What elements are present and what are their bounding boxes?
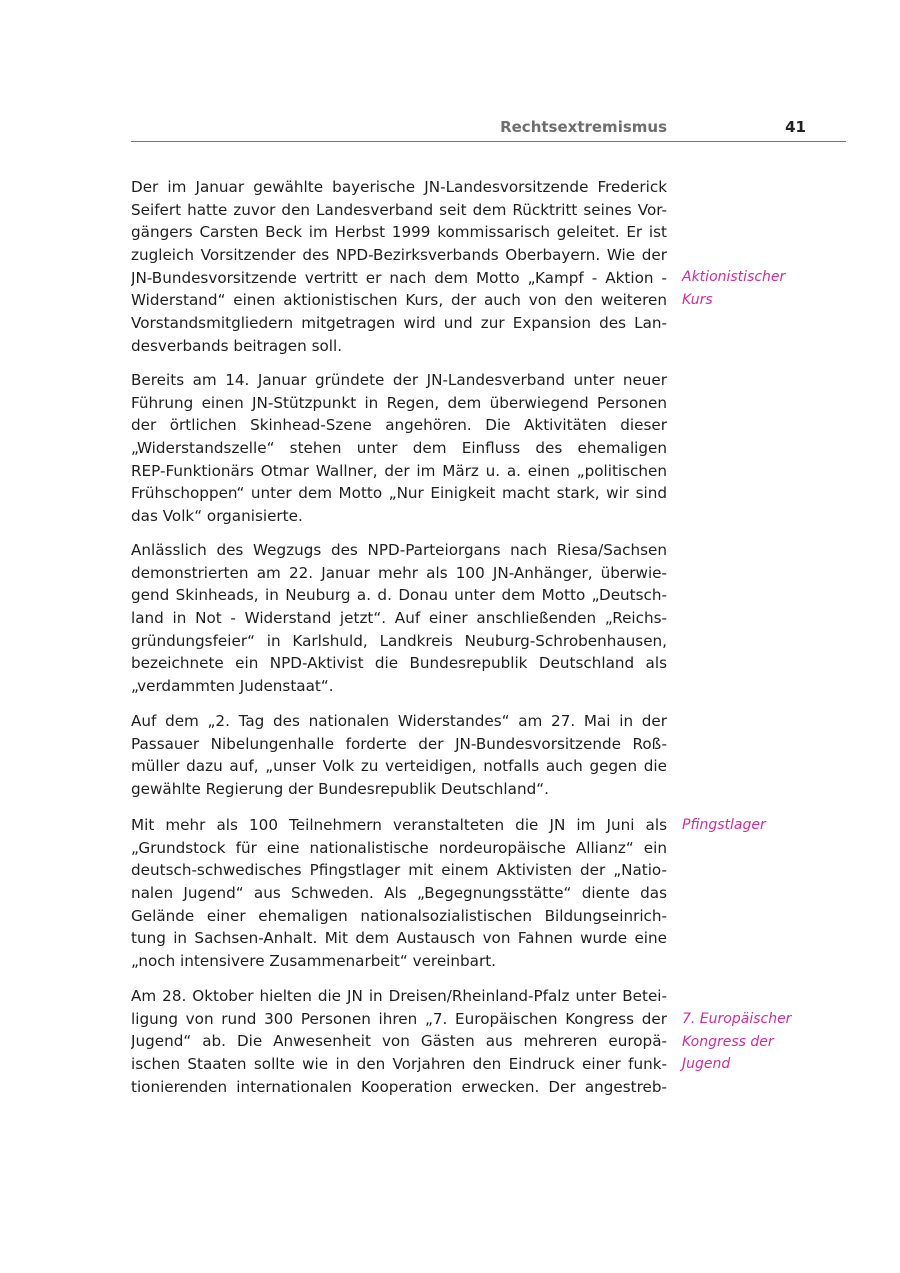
text-line: tung in Sachsen-Anhalt. Mit dem Austausch von Fahnen wurde eine	[131, 929, 667, 948]
text-line: gängers Carsten Beck im Herbst 1999 kommissarisch geleitet. Er ist	[131, 223, 667, 242]
text-line: Auf dem „2. Tag des nationalen Widerstandes“ am 27. Mai in der	[131, 712, 667, 730]
text-line: Mit mehr als 100 Teilnehmern veranstalteten die JN im Juni als	[131, 816, 667, 834]
text-line: das Volk“ organisierte.	[131, 507, 303, 526]
text-line: ischen Staaten sollte wie in den Vorjahren den Eindruck einer funk-	[131, 1055, 667, 1074]
text-line: Der im Januar gewählte bayerische JN-Landesvorsitzende Frederick	[131, 178, 667, 196]
text-line: gründungsfeier“ in Karlshuld, Landkreis Neuburg-Schrobenhausen,	[131, 631, 667, 650]
text-line: „Widerstandszelle“ stehen unter dem Einfluss des ehemaligen	[131, 439, 667, 458]
text-line: deutsch-schwedisches Pfingstlager mit einem Aktivisten der „Natio-	[131, 861, 667, 880]
text-line: JN-Bundesvorsitzende vertritt er nach dem Motto „Kampf - Aktion -	[131, 268, 667, 287]
text-line: Bereits am 14. Januar gründete der JN-Landesverband unter neuer	[131, 371, 667, 389]
text-line: Führung einen JN-Stützpunkt in Regen, dem überwiegend Personen	[131, 393, 667, 412]
paragraph-tag-des-widerstandes	[131, 710, 667, 801]
paragraph-neuburg-demonstration	[131, 539, 667, 698]
text-line: Widerstand“ einen aktionistischen Kurs, der auch von den weiteren	[131, 291, 667, 310]
page-number: 41	[785, 118, 806, 136]
margin-note-line: 7. Europäischer	[682, 1011, 792, 1027]
text-line: zugleich Vorsitzender des NPD-Bezirksverbands Oberbayern. Wie der	[131, 246, 667, 265]
margin-note-line: Jugend	[682, 1056, 731, 1073]
text-line: Passauer Nibelungenhalle forderte der JN-Bundesvorsitzende Roß-	[131, 734, 667, 753]
margin-note-aktionistischer-kurs	[682, 266, 842, 311]
text-line: Gelände einer ehemaligen nationalsozialistischen Bildungseinrich-	[131, 906, 667, 925]
margin-note-pfingstlager	[682, 814, 842, 837]
text-line: tionierenden internationalen Kooperation erwecken. Der angestreb-	[131, 1077, 667, 1096]
margin-note-europaeischer-kongress	[682, 1008, 842, 1076]
text-line: Am 28. Oktober hielten die JN in Dreisen/Rheinland-Pfalz unter Betei-	[131, 987, 667, 1005]
text-line: Seifert hatte zuvor den Landesverband seit dem Rücktritt seines Vor-	[131, 200, 667, 219]
text-line: der örtlichen Skinhead-Szene angehören. Die Aktivitäten dieser	[131, 416, 667, 435]
text-line: Anlässlich des Wegzugs des NPD-Parteiorgans nach Riesa/Sachsen	[131, 541, 667, 559]
text-line: gend Skinheads, in Neuburg a. d. Donau unter dem Motto „Deutsch-	[131, 586, 667, 605]
margin-note-line: Kurs	[682, 291, 713, 308]
text-line: bezeichnete ein NPD-Aktivist die Bundesrepublik Deutschland als	[131, 654, 667, 673]
text-line: Vorstandsmitgliedern mitgetragen wird und zur Expansion des Lan-	[131, 314, 667, 333]
text-line: land in Not - Widerstand jetzt“. Auf einer anschließenden „Reichs-	[131, 609, 667, 628]
running-title: Rechtsextremismus	[500, 118, 667, 136]
text-line: „verdammten Judenstaat“.	[131, 677, 334, 696]
text-line: demonstrierten am 22. Januar mehr als 100 JN-Anhänger, überwie-	[131, 563, 667, 582]
text-line: gewählte Regierung der Bundesrepublik Deutschland“.	[131, 780, 549, 799]
page-header	[131, 114, 846, 142]
text-line: „noch intensivere Zusammenarbeit“ vereinbart.	[131, 952, 496, 971]
text-line: Frühschoppen“ unter dem Motto „Nur Einigkeit macht stark, wir sind	[131, 484, 667, 503]
text-line: „Grundstock für eine nationalistische nordeuropäische Allianz“ ein	[131, 838, 667, 857]
text-line: Jugend“ ab. Die Anwesenheit von Gästen aus mehreren europä-	[131, 1032, 667, 1051]
margin-note-line: Kongress der	[682, 1033, 774, 1050]
margin-note-line: Aktionistischer	[682, 269, 786, 285]
paragraph-stuetzpunkt-regen	[131, 369, 667, 528]
text-line: REP-Funktionärs Otmar Wallner, der im März u. a. einen „politischen	[131, 461, 667, 480]
text-line: desverbands beitragen soll.	[131, 336, 343, 355]
margin-note-line: Pfingstlager	[682, 817, 766, 833]
text-line: müller dazu auf, „unser Volk zu verteidigen, notfalls auch gegen die	[131, 757, 667, 776]
text-line: nalen Jugend“ aus Schweden. Als „Begegnungsstätte“ diente das	[131, 884, 667, 903]
paragraph-jn-landesvorsitzender	[131, 176, 667, 358]
paragraph-pfingstlager	[131, 814, 667, 973]
text-line: ligung von rund 300 Personen ihren „7. Europäischen Kongress der	[131, 1009, 667, 1028]
paragraph-europaeischer-kongress	[131, 985, 667, 1098]
